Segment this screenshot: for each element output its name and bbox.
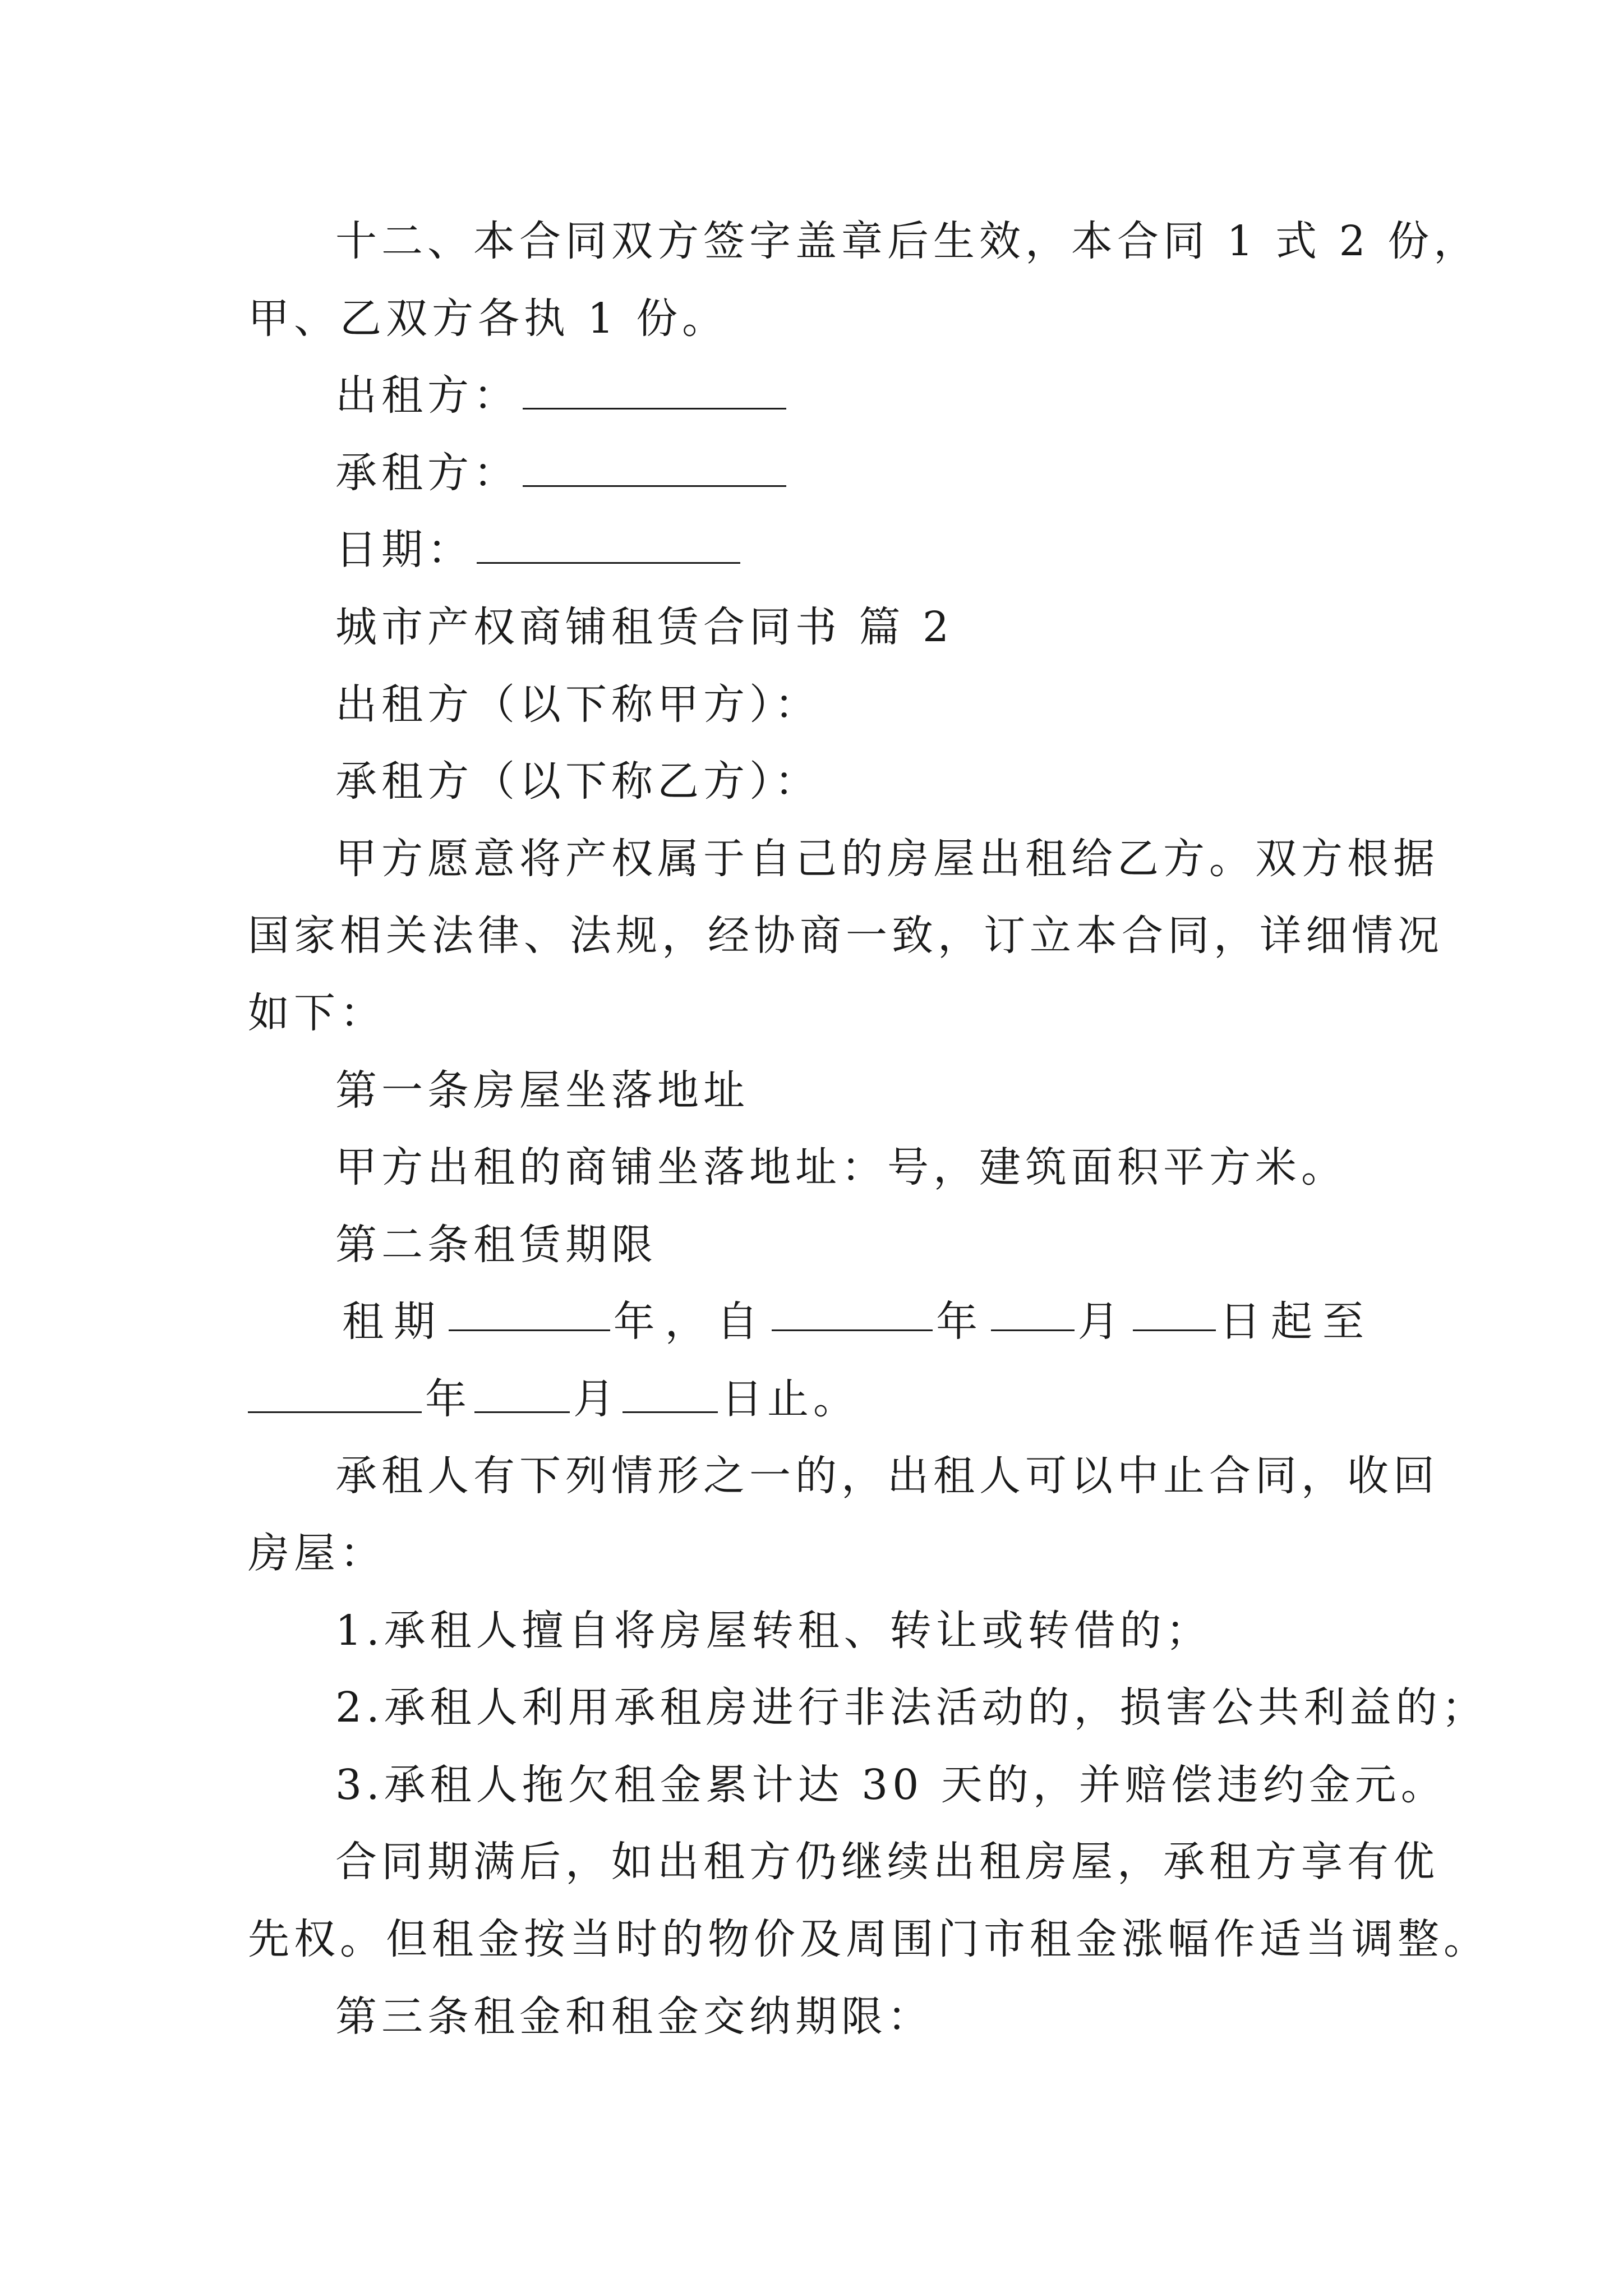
term-text-4: 月 bbox=[1077, 1297, 1129, 1346]
intro-line-1: 甲方愿意将产权属于自己的房屋出租给乙方。双方根据 bbox=[335, 835, 1439, 883]
renewal-line-2: 先权。但租金按当时的物价及周围门市租金涨幅作适当调整。 bbox=[248, 1915, 1490, 1963]
term-text-5: 日起至 bbox=[1219, 1297, 1374, 1346]
article-1-title: 第一条房屋坐落地址 bbox=[335, 1066, 749, 1115]
list-item-1: 1.承租人擅自将房屋转租、转让或转借的； bbox=[335, 1607, 1212, 1655]
term-text-1: 租期 bbox=[342, 1297, 445, 1346]
clause-12-line-2: 甲、乙双方各执 1 份。 bbox=[248, 295, 728, 343]
term-text-8: 日止。 bbox=[721, 1375, 859, 1423]
lessee-signature-line bbox=[335, 445, 790, 501]
lessee-label: 承租方： bbox=[335, 449, 519, 497]
end-day-blank bbox=[623, 1375, 718, 1413]
lessee-signature-blank bbox=[523, 449, 786, 487]
term-text-6: 年 bbox=[425, 1375, 471, 1423]
article-1-text: 甲方出租的商铺坐落地址：号，建筑面积平方米。 bbox=[335, 1143, 1347, 1191]
renewal-line-1: 合同期满后，如出租方仍继续出租房屋，承租方享有优 bbox=[335, 1838, 1439, 1886]
list-item-2: 2.承租人利用承租房进行非法活动的，损害公共利益的； bbox=[335, 1683, 1488, 1732]
date-label: 日期： bbox=[335, 526, 473, 574]
date-blank bbox=[477, 526, 740, 564]
section-heading: 城市产权商铺租赁合同书 篇 2 bbox=[335, 603, 954, 651]
term-text-3: 年 bbox=[936, 1297, 988, 1346]
term-text-2: 年，自 bbox=[613, 1297, 768, 1346]
date-signature-line bbox=[335, 522, 744, 578]
start-year-blank bbox=[772, 1294, 933, 1331]
article-3-title: 第三条租金和租金交纳期限： bbox=[335, 1993, 933, 2041]
term-line-2 bbox=[248, 1371, 859, 1427]
lessor-signature-line bbox=[335, 367, 790, 424]
termination-line-2: 房屋： bbox=[248, 1529, 386, 1577]
start-month-blank bbox=[991, 1294, 1074, 1331]
intro-line-2: 国家相关法律、法规，经协商一致，订立本合同，详细情况 bbox=[248, 912, 1444, 960]
lessor-signature-blank bbox=[523, 372, 786, 409]
lessor-label: 出租方： bbox=[335, 371, 519, 420]
clause-12-line-1: 十二、本合同双方签字盖章后生效，本合同 1 式 2 份， bbox=[335, 217, 1480, 265]
term-text-7: 月 bbox=[573, 1375, 619, 1423]
article-2-title: 第二条租赁期限 bbox=[335, 1221, 657, 1269]
party-b-line: 承租方（以下称乙方）： bbox=[335, 757, 820, 806]
term-years-blank bbox=[449, 1294, 610, 1331]
start-day-blank bbox=[1133, 1294, 1216, 1331]
intro-line-3: 如下： bbox=[248, 989, 386, 1037]
end-month-blank bbox=[474, 1375, 570, 1413]
party-a-line: 出租方（以下称甲方）： bbox=[335, 680, 820, 729]
termination-line-1: 承租人有下列情形之一的，出租人可以中止合同，收回 bbox=[335, 1452, 1439, 1500]
end-year-blank bbox=[248, 1375, 422, 1413]
term-line-1 bbox=[342, 1294, 1374, 1350]
list-item-3: 3.承租人拖欠租金累计达 30 天的，并赔偿违约金元。 bbox=[335, 1761, 1447, 1809]
